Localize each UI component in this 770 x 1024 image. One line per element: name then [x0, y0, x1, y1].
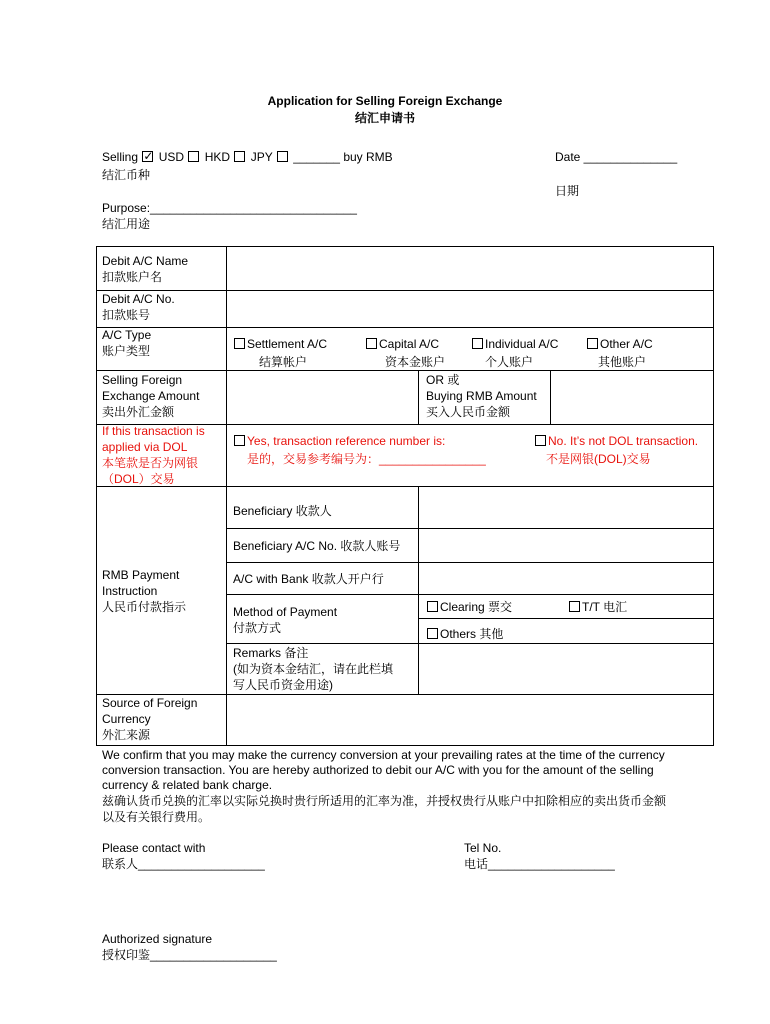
- buying-rmb-label: [426, 372, 537, 420]
- selling-amount-label: [102, 372, 199, 420]
- beneficiary-input[interactable]: [419, 487, 713, 528]
- beneficiary-label: Beneficiary 收款人: [233, 504, 332, 518]
- dol-yes-en: Yes, transaction reference number is:: [247, 434, 446, 448]
- beneficiary-ac-label: Beneficiary A/C No. 收款人账号: [233, 539, 401, 553]
- confirm-line2: conversion transaction. You are hereby authorized to debit our A/C with you for the amount of the selling: [102, 763, 654, 777]
- selling-zh: 结汇币种: [102, 168, 151, 182]
- debit-no-input[interactable]: [227, 291, 713, 327]
- dol-no-checkbox[interactable]: [535, 435, 546, 446]
- dol-yes-zh[interactable]: 是的，交易参考编号为：________________: [247, 452, 486, 466]
- debit-no-en: Debit A/C No.: [102, 292, 175, 306]
- others-label: Others 其他: [440, 627, 504, 641]
- buying-rmb-en: Buying RMB Amount: [426, 389, 537, 403]
- method-label: [233, 604, 337, 636]
- individual-checkbox[interactable]: [472, 338, 483, 349]
- ac-type-option-other[interactable]: [586, 336, 653, 370]
- buy-rmb-label: buy RMB: [343, 150, 393, 164]
- beneficiary-ac-input[interactable]: [419, 529, 713, 562]
- purpose-zh: 结汇用途: [102, 217, 151, 231]
- capital-checkbox[interactable]: [366, 338, 377, 349]
- capital-zh: 资本金账户: [385, 355, 446, 369]
- confirm-zh2: 以及有关银行费用。: [102, 810, 211, 824]
- currency-usd-label: USD: [158, 150, 185, 164]
- dol-line2: applied via DOL: [102, 440, 188, 454]
- remarks-label: [233, 645, 393, 693]
- jpy-checkbox[interactable]: [234, 151, 245, 162]
- individual-en: Individual A/C: [485, 337, 559, 351]
- selling-label: Selling: [102, 150, 139, 164]
- others-option[interactable]: [426, 626, 503, 642]
- buying-rmb-input[interactable]: [551, 371, 713, 424]
- selling-row: [102, 149, 393, 165]
- dol-line1: If this transaction is: [102, 424, 205, 438]
- remarks-line2: (如为资本金结汇，请在此栏填: [233, 662, 393, 676]
- source-label: [102, 695, 197, 743]
- ac-type-option-individual[interactable]: [471, 336, 558, 370]
- currency-jpy-label: JPY: [250, 150, 273, 164]
- method-zh: 付款方式: [233, 621, 282, 635]
- source-input[interactable]: [227, 695, 713, 745]
- confirm-zh1: 兹确认货币兑换的汇率以实际兑换时贵行所适用的汇率为准，并授权贵行从账户中扣除相应的卖出货币金额: [102, 794, 667, 808]
- selling-amount-zh: 卖出外汇金额: [102, 405, 175, 419]
- rmb-payment-label: [102, 567, 186, 615]
- debit-no-label: [102, 291, 175, 323]
- ac-with-bank-label: A/C with Bank 收款人开户行: [233, 572, 384, 586]
- clearing-label: Clearing 票交: [440, 600, 513, 614]
- dol-zh1: 本笔款是否为网银: [102, 456, 199, 470]
- table-row-divider: [226, 594, 714, 595]
- purpose-field[interactable]: Purpose:_______________________________: [102, 201, 357, 215]
- signature-field[interactable]: 授权印鉴___________________: [102, 948, 277, 962]
- confirm-line3: currency & related bank charge.: [102, 778, 273, 792]
- rmb-payment-line1: RMB Payment: [102, 568, 180, 582]
- hkd-checkbox[interactable]: [188, 151, 199, 162]
- tel-label: Tel No.: [464, 841, 502, 855]
- other-currency-blank[interactable]: _______: [293, 150, 340, 164]
- source-line1: Source of Foreign: [102, 696, 198, 710]
- ac-type-label: [102, 327, 151, 359]
- remarks-line3: 写人民币资金用途): [233, 678, 333, 692]
- page-title-zh: 结汇申请书: [354, 111, 415, 125]
- dol-label: [102, 423, 205, 487]
- debit-name-en: Debit A/C Name: [102, 254, 189, 268]
- debit-name-zh: 扣款账户名: [102, 270, 163, 284]
- ac-type-zh: 账户类型: [102, 344, 151, 358]
- date-field[interactable]: Date ______________: [555, 150, 678, 164]
- individual-zh: 个人账户: [485, 355, 534, 369]
- rmb-payment-zh: 人民币付款指示: [102, 600, 187, 614]
- tel-field[interactable]: 电话___________________: [464, 857, 615, 871]
- other-currency-checkbox[interactable]: [277, 151, 288, 162]
- table-row-divider: [418, 618, 714, 619]
- dol-no-en: No. It’s not DOL transaction.: [548, 434, 699, 448]
- others-checkbox[interactable]: [427, 628, 438, 639]
- table-col-divider: [418, 370, 419, 425]
- source-zh: 外汇来源: [102, 728, 151, 742]
- confirm-line1: We confirm that you may make the currency conversion at your prevailing rates at the time of the currency: [102, 748, 665, 762]
- signature-label: Authorized signature: [102, 932, 213, 946]
- table-row-divider: [96, 327, 714, 328]
- other-ac-zh: 其他账户: [598, 355, 647, 369]
- settlement-checkbox[interactable]: [234, 338, 245, 349]
- ac-type-en: A/C Type: [102, 328, 152, 342]
- selling-amount-line2: Exchange Amount: [102, 389, 200, 403]
- ac-type-option-capital[interactable]: [365, 336, 445, 370]
- other-ac-en: Other A/C: [600, 337, 653, 351]
- contact-label: Please contact with: [102, 841, 206, 855]
- debit-name-label: [102, 253, 188, 285]
- tt-option[interactable]: [568, 599, 627, 615]
- dol-yes-option[interactable]: [233, 433, 486, 467]
- dol-yes-checkbox[interactable]: [234, 435, 245, 446]
- selling-amount-line1: Selling Foreign: [102, 373, 183, 387]
- tt-label: T/T 电汇: [582, 600, 628, 614]
- remarks-input[interactable]: [419, 644, 713, 694]
- settlement-zh: 结算帐户: [259, 355, 308, 369]
- settlement-en: Settlement A/C: [247, 337, 328, 351]
- clearing-checkbox[interactable]: [427, 601, 438, 612]
- rmb-payment-line2: Instruction: [102, 584, 158, 598]
- table-border-left: [96, 246, 97, 746]
- usd-checkbox[interactable]: [142, 151, 153, 162]
- other-ac-checkbox[interactable]: [587, 338, 598, 349]
- table-border-bottom: [96, 745, 714, 746]
- tt-checkbox[interactable]: [569, 601, 580, 612]
- source-line2: Currency: [102, 712, 151, 726]
- clearing-option[interactable]: [426, 599, 512, 615]
- table-border-right: [713, 246, 714, 746]
- currency-hkd-label: HKD: [204, 150, 231, 164]
- dol-zh2: （DOL）交易: [102, 472, 175, 486]
- selling-amount-input[interactable]: [227, 371, 417, 424]
- or-label: OR 或: [426, 373, 460, 387]
- page-title: Application for Selling Foreign Exchange: [267, 94, 503, 108]
- buying-rmb-zh: 买入人民币金额: [426, 405, 511, 419]
- dol-no-zh: 不是网银(DOL)交易: [546, 452, 651, 466]
- contact-field[interactable]: 联系人___________________: [102, 857, 265, 871]
- dol-no-option[interactable]: [534, 433, 698, 467]
- capital-en: Capital A/C: [379, 337, 440, 351]
- debit-no-zh: 扣款账号: [102, 308, 151, 322]
- remarks-line1: Remarks 备注: [233, 646, 309, 660]
- date-zh: 日期: [555, 184, 580, 198]
- ac-type-option-settlement[interactable]: [233, 336, 327, 370]
- ac-with-bank-input[interactable]: [419, 563, 713, 594]
- method-en: Method of Payment: [233, 605, 338, 619]
- debit-name-input[interactable]: [227, 247, 713, 290]
